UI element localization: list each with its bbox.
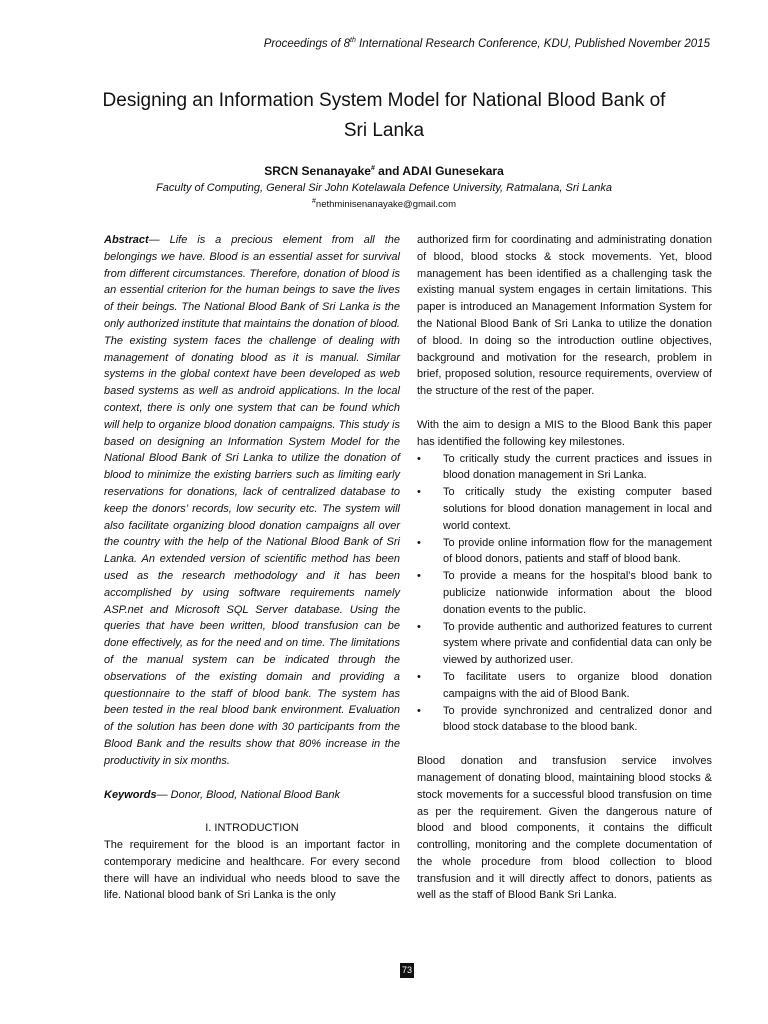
affiliation: Faculty of Computing, General Sir John Kotelawala Defence University, Ratmalana, Sri Lanka bbox=[156, 182, 612, 194]
milestone-text: To critically study the current practices and issues in blood donation management in Sri Lanka. bbox=[443, 452, 712, 482]
author-mark: # bbox=[370, 165, 375, 172]
abstract-text: — Life is a precious element from all the belongings we have. Blood is an essential asset for survival from different circumstances. Therefore, donation of blood is an essential criterion for the human beings to save the lives of their beings. The National Blood Bank of Sri Lanka is the only authorized institute that maintains the donation of blood. The existing system faces the challenge of dealing with management of donating blood as it is manual. Similar systems in the global context have been developed as web based systems as well as android applications. In the local context, there is only one system that can be found which will help to organize blood donation campaigns. This study is based on designing an Information System Model for the National Blood Bank of Sri Lanka to utilize the donation of blood to minimize the existing barriers such as limiting early reservations for donations, lack of centralized database to keep the donors’ records, low security etc. The system will also facilitate organizing blood donation campaigns all over the country with the help of the National Blood Bank of Sri Lanka. An extended version of scientific method has been used as the research methodology and it has been accomplished by using software requirements namely ASP.net and Microsoft SQL Server database. Using the queries that have been written, blood transfusion can be done effectively, as for the need and on time. The limitations of the manual system can be indicated through the observations of the existing domain and providing a questionnaire to the staff of blood bank. The system has been tested in the real blood bank environment. Evaluation of the solution has been done with 30 participants from the Blood Bank and the results show that 80% increase in the productivity in six months. bbox=[104, 234, 400, 767]
bullet-icon: • bbox=[417, 486, 421, 499]
milestone-text: To provide authentic and authorized features to current system where private and confidential data can only be viewed by authorized user. bbox=[443, 620, 712, 667]
milestone-text: To facilitate users to organize blood donation campaigns with the aid of Blood Bank. bbox=[443, 670, 712, 700]
introduction-paragraph: The requirement for the blood is an important factor in contemporary medicine and healthcare. For every second there will have an individual who needs blood to save the life. National blood bank of Sri Lanka is the only bbox=[104, 839, 400, 902]
keywords-label: Keywords bbox=[104, 788, 157, 801]
abstract-label: Abstract bbox=[104, 234, 149, 246]
bullet-icon: • bbox=[417, 452, 421, 465]
contact-email bbox=[0, 199, 768, 210]
introduction-heading: I. INTRODUCTION bbox=[205, 822, 299, 835]
body-paragraph-2: With the aim to design a MIS to the Blood Bank this paper has identified the following key milestones. bbox=[417, 418, 712, 448]
running-head-suffix: International Research Conference, KDU, Published November 2015 bbox=[355, 38, 710, 50]
left-column bbox=[104, 232, 400, 904]
running-head-prefix: Proceedings of 8 bbox=[263, 38, 350, 50]
paper-title: Designing an Information System Model for National Blood Bank of Sri Lanka bbox=[102, 90, 666, 141]
paper-authors bbox=[0, 164, 768, 178]
body-paragraph-1: authorized firm for coordinating and administrating donation of blood, blood stocks & stock movements. Yet, blood management has been identified as a challenging task the existing manual system engages in certain limitations. This paper is introduced an Management Information System for the National Blood Bank of Sri Lanka to utilize the donation of blood. In doing so the introduction outline objectives, background and motivation for the research, problem in brief, proposed solution, resource requirements, overview of the structure of the rest of the paper. bbox=[417, 234, 712, 398]
list-item bbox=[417, 451, 712, 485]
keywords-text: — Donor, Blood, National Blood Bank bbox=[156, 788, 341, 801]
list-item bbox=[417, 484, 712, 534]
list-item bbox=[417, 568, 712, 618]
running-head-superscript: th bbox=[350, 37, 356, 45]
milestone-text: To critically study the existing computer based solutions for blood donation management in local and world context. bbox=[443, 486, 712, 532]
milestone-text: To provide online information flow for the management of blood donors, patients and staff of blood bank. bbox=[443, 536, 712, 566]
list-item bbox=[417, 535, 712, 569]
body-paragraph-3: Blood donation and transfusion service involves management of donating blood, maintaining blood stocks & stock movements for a successful blood transfusion on time as per the requirement. Given the dangerous nature of blood and blood components, it contains the difficult controlling, monitoring and the complete documentation of the whole procedure from blood collection to blood transfusion and it will directly affect to donors, patients as well as the staff of Blood Bank Sri Lanka. bbox=[417, 755, 712, 902]
keywords bbox=[104, 787, 400, 804]
email-address: nethminisenanayake@gmail.com bbox=[315, 199, 456, 210]
first-author: SRCN Senanayake bbox=[264, 164, 371, 178]
list-item bbox=[417, 703, 712, 737]
milestone-text: To provide a means for the hospital's blood bank to publicize nationwide information about the blood donation events to the public. bbox=[443, 570, 712, 616]
email-mark: # bbox=[312, 197, 316, 205]
bullet-icon: • bbox=[417, 704, 421, 717]
abstract bbox=[104, 232, 400, 770]
list-item bbox=[417, 619, 712, 669]
running-head bbox=[264, 38, 710, 50]
bullet-icon: • bbox=[417, 536, 421, 549]
bullet-icon: • bbox=[417, 570, 421, 583]
second-author: and ADAI Gunesekara bbox=[374, 164, 504, 178]
milestone-text: To provide synchronized and centralized donor and blood stock database to the blood bank. bbox=[443, 704, 712, 734]
bullet-icon: • bbox=[417, 670, 421, 683]
list-item bbox=[417, 669, 712, 703]
milestones-list bbox=[417, 451, 712, 737]
bullet-icon: • bbox=[417, 620, 421, 633]
right-column bbox=[417, 232, 712, 904]
page-number: 73 bbox=[400, 963, 414, 978]
